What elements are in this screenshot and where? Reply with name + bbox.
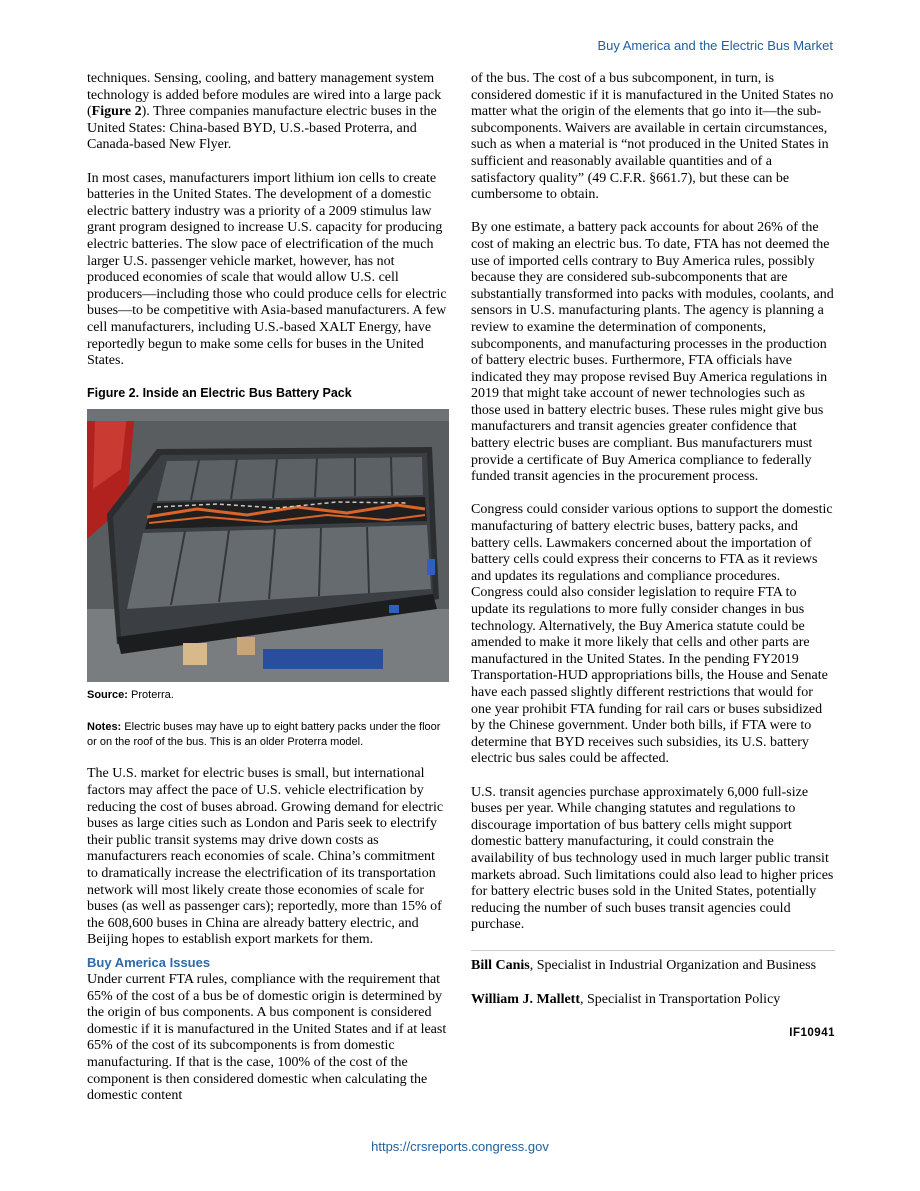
paragraph-text: techniques. Sensing, cooling, and battery management system technology is added before modules are wired into a large pack ( <box>87 71 442 120</box>
author-title: , Specialist in Industrial Organization and Business <box>529 958 817 974</box>
paragraph-subcomponent: of the bus. The cost of a bus subcomponent, in turn, is considered domestic if it is manufactured in the United States no matter what the origin of the elements that go into it—the sub-subcomponents. Waivers are available in certain circumstances, such as when a material is “not produced in the United States in sufficient and reasonably available quantities and of a satisfactory quality” (49 C.F.R. §661.7), but these can be cumbersome to obtain. <box>471 71 834 203</box>
figure-title: Figure 2. Inside an Electric Bus Battery Pack <box>87 386 352 401</box>
right-column <box>471 71 835 1041</box>
battery-pack-photo <box>87 409 449 682</box>
author-line <box>471 958 835 975</box>
figure-source <box>87 688 449 703</box>
author-block <box>471 950 835 1008</box>
notes-text: Electric buses may have up to eight battery packs under the floor or on the roof of the bus. This is an older Proterra model. <box>87 720 441 748</box>
report-code: IF10941 <box>789 1026 835 1039</box>
author-name: William J. Mallett <box>471 991 580 1007</box>
section-heading-buy-america: Buy America Issues <box>87 955 211 970</box>
paragraph-intro <box>87 71 449 154</box>
source-text: Proterra. <box>131 689 174 702</box>
paragraph-text: ). Three companies manufacture electric buses in the United States: China-based BYD, U.S.-based Proterra, and Canada-based New Flyer. <box>87 104 437 153</box>
paragraph-fta-rules: Under current FTA rules, compliance with the requirement that 65% of the cost of a bus be of domestic origin is determined by the origin of bus components. A bus component is considered domestic if it is manufactured in the United States and if at least 65% of the cost of its subcomponents is from domestic manufacturing. If that is the case, 100% of the cost of the component is then considered domestic when calculating the domestic content <box>87 972 447 1104</box>
paragraph-international: The U.S. market for electric buses is small, but international factors may affect the pace of U.S. vehicle electrification by reducing the cost of buses abroad. Growing demand for electric buses as large cities such as London and Paris seek to electrify their public transit systems may drive down costs as manufacturers reach economies of scale. China’s commitment to dramatically increase the electrification of its transportation network will most likely create those economies of scale for buses (as well as passenger cars); reportedly, more than 15% of the 608,600 buses in China are already battery electric, and Beijing hopes to establish export markets for them. <box>87 766 444 948</box>
author-title: , Specialist in Transportation Policy <box>580 991 781 1007</box>
author-name: Bill Canis <box>471 958 530 974</box>
figure-2 <box>87 386 449 750</box>
source-label: Source: <box>87 689 128 702</box>
running-header-title: Buy America and the Electric Bus Market <box>597 38 833 53</box>
paragraph-transit-agencies: U.S. transit agencies purchase approximately 6,000 full-size buses per year. While changing statutes and regulations to discourage importation of bus battery cells might support domestic battery manufacturing, it could constrain the availability of bus technology used in much larger public transit markets abroad. Such limitations could also lead to higher prices for battery electric buses sold in the United States, potentially reducing the number of such buses transit agencies could purchase. <box>471 784 834 933</box>
author-line <box>471 992 835 1009</box>
figure-notes <box>87 720 449 750</box>
notes-label: Notes: <box>87 720 122 733</box>
footer-url-link[interactable]: https://crsreports.congress.gov <box>371 1139 549 1154</box>
paragraph-cells: In most cases, manufacturers import lithium ion cells to create batteries in the United States. The development of a domestic electric battery industry was a priority of a 2009 stimulus law grant program designed to increase U.S. capacity for producing electric batteries. The slow pace of electrification of the much larger U.S. passenger vehicle market, however, has not produced economies of scale that would allow U.S. cell producers—including those who could produce cells for electric buses—to be competitive with Asia-based manufacturers. A few cell manufacturers, including U.S.-based XALT Energy, have reportedly begun to make some cells for buses in the United States. <box>87 170 447 369</box>
figure-reference: Figure 2 <box>91 104 142 120</box>
left-column <box>87 71 449 1105</box>
paragraph-battery-cost: By one estimate, a battery pack accounts for about 26% of the cost of making an electric bus. To date, FTA has not deemed the use of imported cells contrary to Buy America rules, possibly because they are considered sub-subcomponents that are substantially transformed into packs with modules, coolants, and sensors in U.S. manufacturing plants. The agency is planning a review to examine the determination of components, subcomponents, and manufacturing processes in the production of battery electric buses. Furthermore, FTA officials have indicated they may propose revised Buy America regulations in 2019 that might take account of newer technologies such as those used in battery electric buses. These rules might give bus manufacturers and transit agencies greater confidence that battery electric buses are compliant. Bus manufacturers must provide a certificate of Buy America compliance to federally funded transit agencies in the procurement process. <box>471 220 834 485</box>
paragraph-congress: Congress could consider various options to support the domestic manufacturing of battery electric buses, battery packs, and battery cells. Lawmakers concerned about the importation of battery cells could express their concerns to FTA as it reviews and updates its regulations and compliance procedures. Congress could also consider legislation to require FTA to update its regulations to more fully consider changes in bus technology. Alternatively, the Buy America statute could be amended to make it more likely that cells and other parts are manufactured in the United States. In the pending FY2019 Transportation-HUD appropriations bills, the House and Senate have each passed slightly different restrictions that would for one year prohibit FTA funding for rail cars or buses subsidized by the Chinese government. Under both bills, if FTA were to determine that BYD receives such subsidies, its U.S. battery electric bus sales could be affected. <box>471 502 833 767</box>
